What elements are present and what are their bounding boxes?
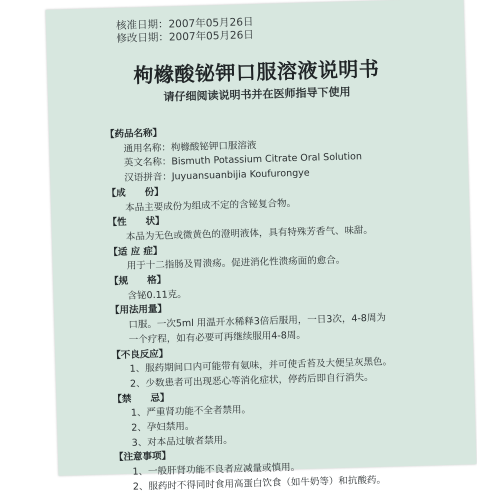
english-name: 英文名称：Bismuth Potassium Citrate Oral Solution (123, 151, 363, 170)
pinyin-name: 汉语拼音：Juyuansuanbijia Koufurongye (124, 167, 310, 184)
adverse-item: 1、服药期间口内可能带有氨味，并可使舌苔及大便呈灰黑色。 (129, 356, 393, 375)
section-heading: 【成 份】 (106, 186, 164, 200)
adverse-item: 2、少数患者可出现恶心等消化症状，停药后即自行消失。 (129, 371, 374, 390)
revision-date: 修改日期：2007年05月26日 (116, 29, 254, 45)
contraindication-item: 3、对本品过敏者禁用。 (131, 434, 233, 449)
section-drug-name (105, 119, 457, 188)
section-heading: 【禁 忌】 (112, 392, 170, 405)
date-block (116, 16, 254, 46)
document-title: 枸橼酸铋钾口服溶液说明书 (133, 56, 380, 88)
section-contraindications (112, 383, 464, 452)
document-subtitle: 请仔细阅读说明书并在医师指导下使用 (163, 85, 351, 104)
ingredients-text: 本品主要成份为组成不定的含铋复合物。 (124, 197, 297, 214)
leaflet-sheet (46, 0, 477, 493)
indications-text: 用于十二指肠及胃溃疡。促进消化性溃疡面的愈合。 (126, 254, 346, 273)
leaflet-content (105, 119, 465, 496)
usage-text-continued: 一个疗程，如有必要可再继续服用4-8周。 (128, 329, 306, 346)
generic-name: 通用名称：枸橼酸铋钾口服溶液 (123, 139, 257, 155)
usage-text: 口服。一次5ml 用温开水稀释3倍后服用，一日3次，4-8周为 (128, 312, 387, 331)
section-heading: 【用法用量】 (109, 304, 168, 317)
contraindication-item: 2、孕妇禁用。 (131, 421, 195, 434)
contraindication-item: 1、严重肾功能不全者禁用。 (130, 404, 252, 420)
section-heading: 【规 格】 (109, 274, 167, 288)
section-heading: 【注意事项】 (113, 451, 172, 464)
specification-text: 含铋0.11克。 (127, 288, 187, 302)
section-heading: 【适 应 症】 (108, 245, 163, 258)
approval-date: 核准日期：2007年05月26日 (115, 16, 254, 32)
section-heading: 【药品名称】 (104, 127, 163, 141)
precaution-item: 1、一般肝肾功能不良者应减量或慎用。 (132, 462, 301, 478)
section-heading: 【性 状】 (107, 215, 165, 229)
description-text: 本品为无色或微黄色的澄明液体，具有特殊芳香气、味甜。 (125, 224, 374, 243)
precaution-item: 2、服药时不得同时食用高蛋白饮食（如牛奶等）和抗酸药。 (132, 474, 387, 493)
section-heading: 【不良反应】 (111, 348, 169, 361)
section-precautions (114, 442, 465, 496)
